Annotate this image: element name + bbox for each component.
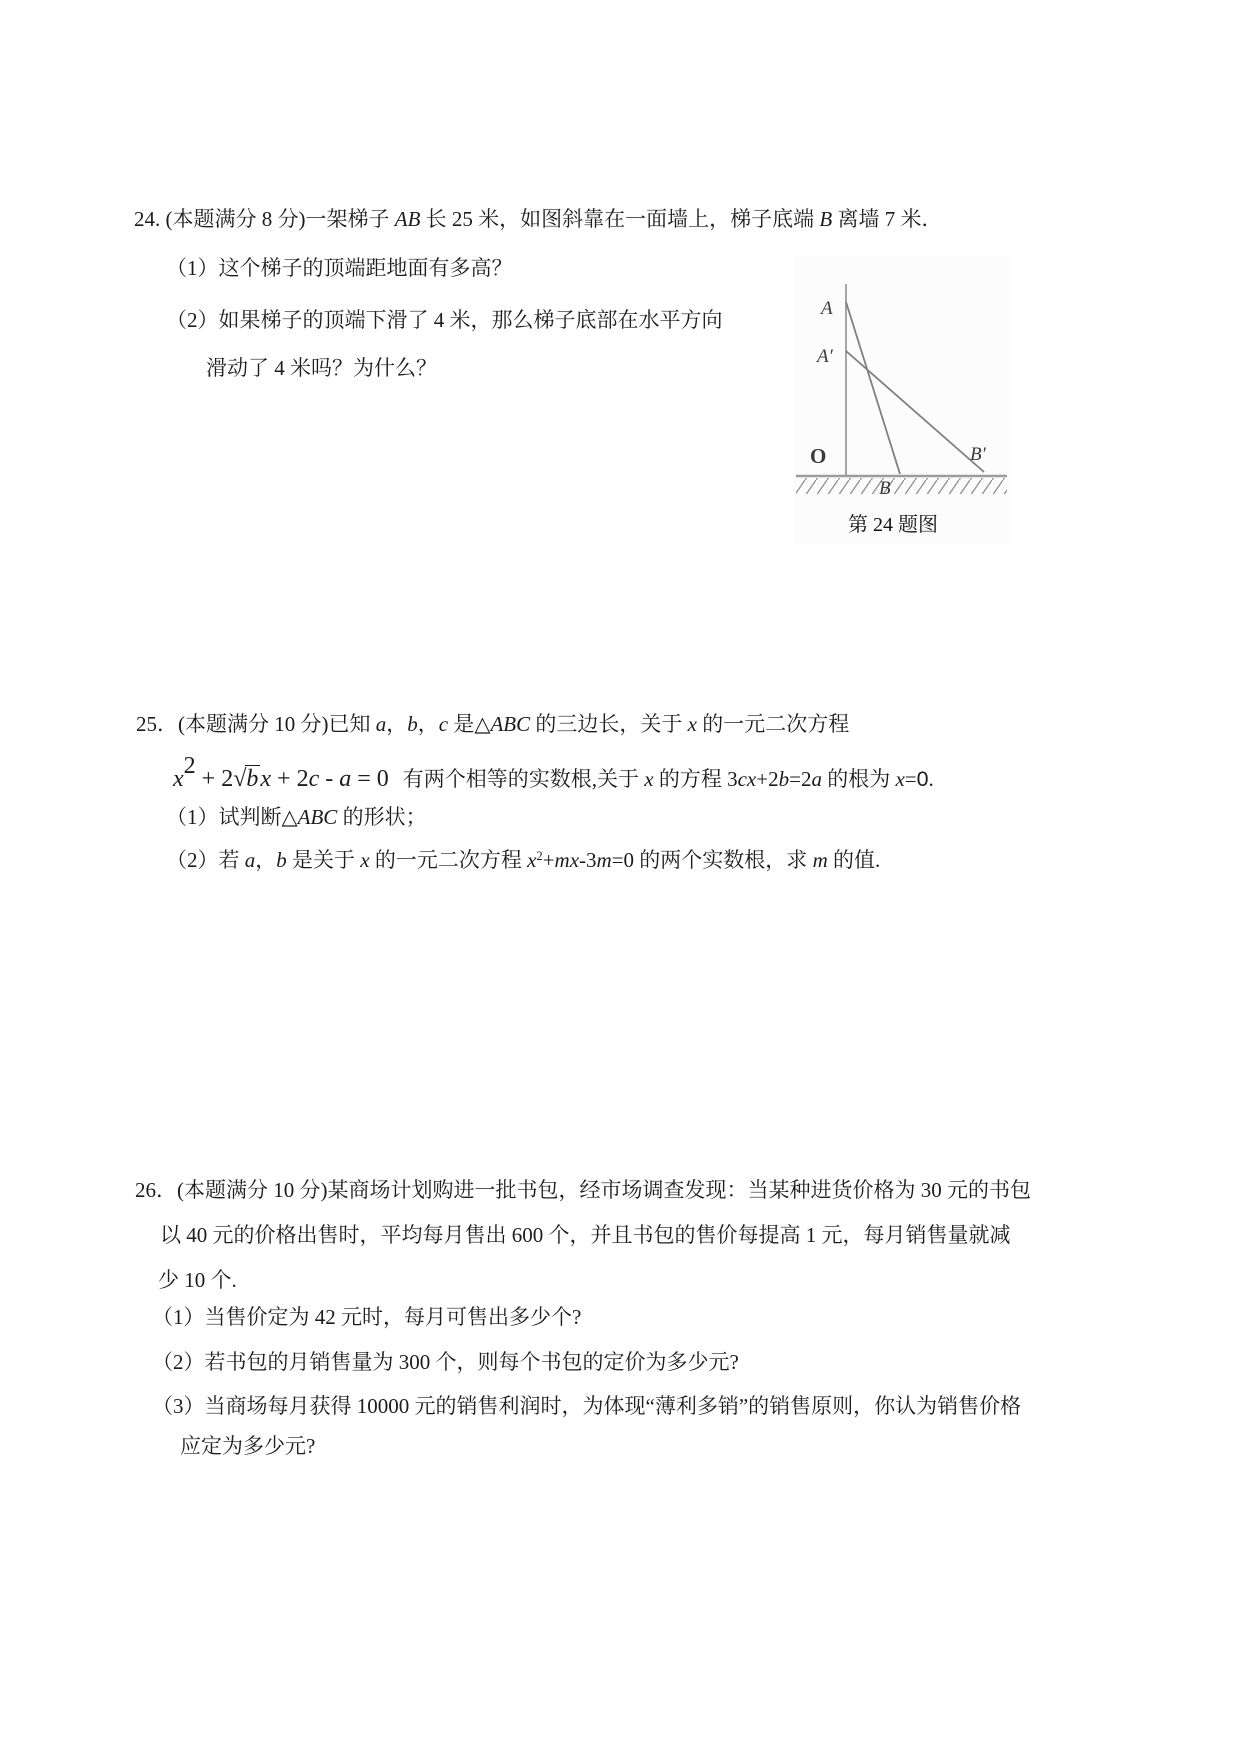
figure-caption: 第 24 题图 <box>848 514 938 536</box>
point-label-a: A <box>821 298 833 319</box>
q26-part1: （1）当售价定为 42 元时，每月可售出多少个? <box>152 1305 582 1329</box>
q25-equation-line: x2 + 2√bx + 2c - a = 0 有两个相等的实数根,关于 x 的方程 3cx+2b=2a 的根为 x=0. <box>173 753 934 793</box>
q26-stem-line2: 以 40 元的价格出售时，平均每月售出 600 个，并且书包的售价每提高 1 元，每月销售量就减 <box>160 1223 1011 1247</box>
ground-hatching <box>796 478 1007 494</box>
q24-part2: （2）如果梯子的顶端下滑了 4 米，那么梯子底部在水平方向 <box>166 308 723 332</box>
point-label-b: B <box>879 478 891 499</box>
q24-ladder-figure <box>794 256 1010 544</box>
q24-part1: （1）这个梯子的顶端距地面有多高？ <box>166 256 513 280</box>
q25-part2: （2）若 a，b 是关于 x 的一元二次方程 $x^2+mx-3m=0$ 的两个实数根，求 m 的值. <box>166 848 881 872</box>
q26-part3: （3）当商场每月获得 10000 元的销售利润时，为体现“薄利多销”的销售原则，你认为销售价格 <box>152 1394 1022 1418</box>
ladder-a-prime-b-prime-line <box>846 351 984 472</box>
q24-part2-continued: 滑动了 4 米吗？为什么？ <box>206 356 437 380</box>
q24-stem: 24. (本题满分 8 分)一架梯子 AB 长 25 米，如图斜靠在一面墙上，梯子底端 B 离墙 7 米． <box>134 207 943 231</box>
q26-part2: （2）若书包的月销售量为 300 个，则每个书包的定价为多少元? <box>152 1350 739 1374</box>
point-label-o: O <box>810 444 827 468</box>
ladder-ab-line <box>846 302 900 474</box>
q26-stem-line3: 少 10 个. <box>158 1268 237 1292</box>
q25-part1: （1）试判断△ABC 的形状； <box>166 805 427 829</box>
point-label-a-prime: A′ <box>817 346 833 367</box>
q26-stem-line1: 26．(本题满分 10 分)某商场计划购进一批书包，经市场调查发现：当某种进货价格为 30 元的书包 <box>135 1178 1031 1202</box>
point-label-b-prime: B′ <box>970 444 986 465</box>
q26-part3-continued: 应定为多少元? <box>180 1434 316 1458</box>
q25-stem: 25．(本题满分 10 分)已知 a，b，c 是△ABC 的三边长，关于 x 的一元二次方程 <box>136 712 850 736</box>
